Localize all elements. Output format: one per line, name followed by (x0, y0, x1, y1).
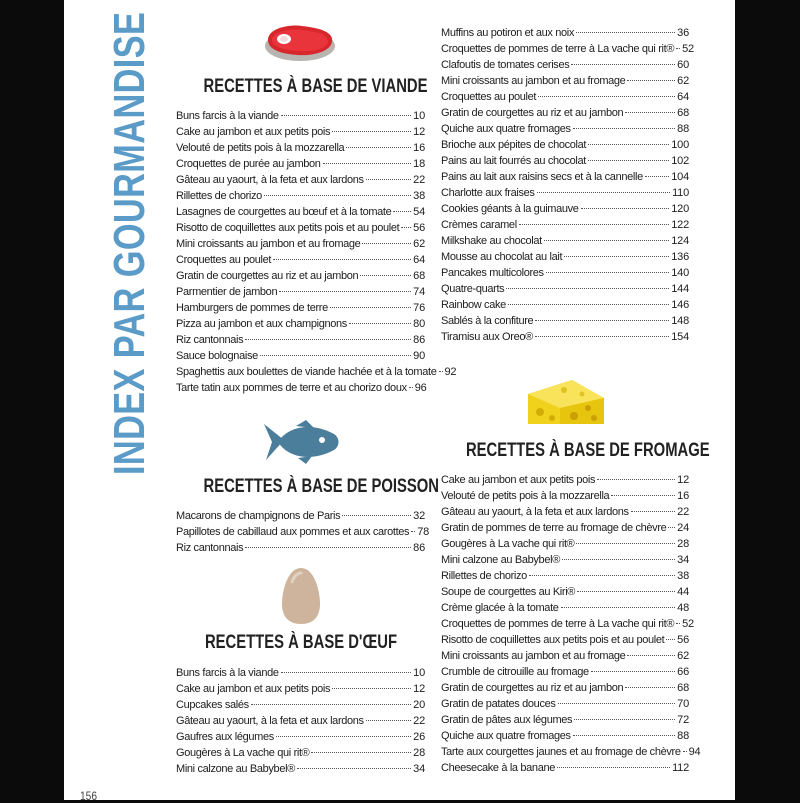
entry-page-number: 136 (671, 251, 689, 263)
index-entry (441, 281, 689, 297)
index-entry (176, 204, 425, 220)
index-entry (441, 648, 689, 664)
index-entry (176, 348, 425, 364)
index-entry (441, 664, 689, 680)
entry-page-number: 12 (413, 683, 425, 695)
entry-name: Lasagnes de courgettes au bœuf et à la tomate (176, 206, 392, 218)
index-entry (441, 297, 689, 313)
entry-name: Croquettes de pommes de terre à La vache qui rit® (441, 43, 675, 55)
entry-page-number: 148 (671, 315, 689, 327)
index-entry (441, 488, 689, 504)
entry-page-number: 28 (413, 747, 425, 759)
index-entry (441, 584, 689, 600)
entry-page-number: 64 (677, 91, 689, 103)
leader-dots (362, 243, 411, 244)
leader-dots (535, 336, 669, 337)
entry-name: Crème glacée à la tomate (441, 602, 559, 614)
leader-dots (577, 591, 675, 592)
entry-page-number: 38 (677, 570, 689, 582)
entry-name: Tiramisu aux Oreo® (441, 331, 533, 343)
leader-dots (342, 515, 411, 516)
leader-dots (611, 495, 675, 496)
entry-page-number: 86 (413, 542, 425, 554)
leader-dots (260, 355, 411, 356)
entry-page-number: 78 (417, 526, 430, 538)
entry-page-number: 48 (677, 602, 689, 614)
index-entry (176, 508, 425, 524)
leader-dots (537, 192, 671, 193)
leader-dots (591, 671, 675, 672)
entry-name: Velouté de petits pois à la mozzarella (176, 142, 345, 154)
list-oeuf (176, 665, 425, 777)
index-entry (441, 536, 689, 552)
index-entry (441, 744, 701, 760)
index-entry (176, 761, 425, 777)
entry-name: Croquettes de pommes de terre à La vache qui rit® (441, 618, 675, 630)
entry-page-number: 24 (677, 522, 689, 534)
list-poisson (176, 508, 430, 556)
entry-page-number: 86 (413, 334, 425, 346)
entry-page-number: 20 (413, 699, 425, 711)
entry-page-number: 54 (413, 206, 425, 218)
index-entry (441, 520, 689, 536)
index-entry (176, 332, 425, 348)
leader-dots (330, 307, 411, 308)
index-entry (441, 105, 689, 121)
entry-name: Cheesecake à la banane (441, 762, 556, 774)
entry-page-number: 120 (671, 203, 689, 215)
leader-dots (264, 195, 411, 196)
entry-name: Gratin de patates douces (441, 698, 556, 710)
index-entry (176, 284, 425, 300)
index-entry (176, 316, 425, 332)
entry-name: Cookies géants à la guimauve (441, 203, 579, 215)
index-entry (441, 329, 689, 345)
index-entry (176, 540, 425, 556)
entry-name: Cake au jambon et aux petits pois (441, 474, 596, 486)
leader-dots (588, 160, 669, 161)
index-entry (441, 696, 689, 712)
entry-page-number: 68 (677, 107, 689, 119)
section-title-oeuf: RECETTES À BASE D'ŒUF (204, 632, 398, 653)
leader-dots (645, 176, 669, 177)
entry-page-number: 52 (682, 618, 694, 630)
egg-icon (280, 566, 322, 626)
leader-dots (332, 131, 411, 132)
entry-name: Papillotes de cabillaud aux pommes et aux carottes (176, 526, 410, 538)
entry-name: Gâteau au yaourt, à la feta et aux lardons (441, 506, 629, 518)
cheese-icon (524, 376, 606, 428)
entry-page-number: 68 (413, 270, 425, 282)
entry-name: Gâteau au yaourt, à la feta et aux lardons (176, 715, 364, 727)
leader-dots (571, 64, 675, 65)
entry-name: Crumble de citrouille au fromage (441, 666, 589, 678)
section-title-poisson: RECETTES À BASE DE POISSON (203, 476, 440, 497)
entry-name: Riz cantonnais (176, 542, 244, 554)
index-entry (441, 313, 689, 329)
index-entry (441, 616, 694, 632)
leader-dots (360, 275, 411, 276)
leader-dots (558, 703, 676, 704)
entry-name: Soupe de courgettes au Kiri® (441, 586, 576, 598)
entry-page-number: 62 (413, 238, 425, 250)
leader-dots (332, 688, 411, 689)
entry-page-number: 16 (413, 142, 425, 154)
leader-dots (297, 768, 411, 769)
leader-dots (574, 719, 675, 720)
index-entry (441, 728, 689, 744)
entry-name: Milkshake au chocolat (441, 235, 542, 247)
entry-name: Mousse au chocolat au lait (441, 251, 563, 263)
leader-dots (349, 323, 411, 324)
entry-name: Gougères à La vache qui rit® (176, 747, 310, 759)
entry-name: Muffins au potiron et aux noix (441, 27, 574, 39)
leader-dots (573, 128, 675, 129)
entry-page-number: 110 (672, 187, 689, 199)
entry-page-number: 94 (688, 746, 701, 758)
leader-dots (676, 48, 680, 49)
index-entry (441, 712, 689, 728)
entry-page-number: 154 (671, 331, 689, 343)
entry-page-number: 140 (671, 267, 689, 279)
entry-name: Mini calzone au Babybel® (441, 554, 560, 566)
entry-name: Risotto de coquillettes aux petits pois et au poulet (441, 634, 665, 646)
entry-page-number: 62 (677, 75, 689, 87)
entry-page-number: 66 (677, 666, 689, 678)
entry-name: Quatre-quarts (441, 283, 505, 295)
leader-dots (538, 96, 675, 97)
entry-page-number: 38 (413, 190, 425, 202)
leader-dots (535, 320, 669, 321)
index-entry (441, 185, 689, 201)
entry-name: Mini croissants au jambon et au fromage (441, 75, 626, 87)
index-entry (441, 41, 694, 57)
entry-page-number: 16 (677, 490, 689, 502)
leader-dots (366, 720, 411, 721)
entry-page-number: 10 (413, 667, 425, 679)
entry-name: Gratin de pommes de terre au fromage de chèvre (441, 522, 667, 534)
leader-dots (508, 304, 669, 305)
leader-dots (281, 672, 412, 673)
entry-name: Brioche aux pépites de chocolat (441, 139, 587, 151)
entry-page-number: 72 (677, 714, 689, 726)
leader-dots (576, 32, 675, 33)
entry-page-number: 88 (677, 123, 689, 135)
index-entry (176, 108, 425, 124)
index-entry (441, 568, 689, 584)
entry-name: Gratin de courgettes au riz et au jambon (176, 270, 359, 282)
leader-dots (557, 767, 670, 768)
index-entry (441, 201, 689, 217)
index-entry (176, 156, 425, 172)
page-number: 156 (80, 789, 98, 803)
index-entry (441, 137, 689, 153)
leader-dots (393, 211, 411, 212)
entry-name: Gratin de courgettes au riz et au jambon (441, 682, 624, 694)
entry-name: Gaufres aux légumes (176, 731, 274, 743)
index-entry (441, 249, 689, 265)
entry-page-number: 124 (671, 235, 689, 247)
leader-dots (625, 687, 675, 688)
leader-dots (409, 387, 413, 388)
entry-name: Mini croissants au jambon et au fromage (176, 238, 361, 250)
entry-name: Pizza au jambon et aux champignons (176, 318, 347, 330)
entry-name: Riz cantonnais (176, 334, 244, 346)
entry-name: Gâteau au yaourt, à la feta et aux lardons (176, 174, 364, 186)
entry-page-number: 144 (671, 283, 689, 295)
entry-name: Tarte tatin aux pommes de terre et au chorizo doux (176, 382, 407, 394)
entry-page-number: 34 (677, 554, 689, 566)
leader-dots (588, 144, 669, 145)
entry-page-number: 100 (671, 139, 689, 151)
leader-dots (439, 371, 443, 372)
entry-name: Velouté de petits pois à la mozzarella (441, 490, 610, 502)
leader-dots (279, 291, 411, 292)
index-entry (441, 153, 689, 169)
entry-page-number: 70 (677, 698, 689, 710)
entry-page-number: 36 (677, 27, 689, 39)
index-entry (176, 140, 425, 156)
entry-name: Rillettes de chorizo (441, 570, 527, 582)
entry-page-number: 22 (413, 174, 425, 186)
leader-dots (245, 339, 411, 340)
vertical-title: INDEX PAR GOURMANDISE (105, 11, 154, 475)
entry-page-number: 104 (671, 171, 689, 183)
index-entry (441, 265, 689, 281)
leader-dots (576, 543, 675, 544)
index-entry (176, 665, 425, 681)
leader-dots (366, 179, 411, 180)
entry-page-number: 90 (413, 350, 425, 362)
entry-name: Cake au jambon et aux petits pois (176, 683, 331, 695)
entry-name: Rainbow cake (441, 299, 506, 311)
list-viande (176, 108, 457, 396)
index-entry (441, 57, 689, 73)
index-entry (441, 504, 689, 520)
entry-page-number: 44 (677, 586, 689, 598)
leader-dots (627, 655, 675, 656)
leader-dots (273, 259, 411, 260)
entry-page-number: 22 (677, 506, 689, 518)
index-entry (176, 172, 425, 188)
index-entry (176, 268, 425, 284)
entry-name: Rillettes de chorizo (176, 190, 262, 202)
leader-dots (627, 80, 675, 81)
entry-page-number: 102 (671, 155, 689, 167)
index-entry (176, 300, 425, 316)
leader-dots (625, 112, 675, 113)
leader-dots (346, 147, 411, 148)
section-title-viande: RECETTES À BASE DE VIANDE (203, 76, 428, 97)
index-entry (441, 121, 689, 137)
leader-dots (245, 547, 411, 548)
index-entry (176, 252, 425, 268)
list-oeuf-suite (441, 25, 694, 345)
entry-page-number: 52 (682, 43, 694, 55)
leader-dots (597, 479, 675, 480)
entry-page-number: 56 (677, 634, 689, 646)
index-entry (441, 169, 689, 185)
index-entry (176, 745, 425, 761)
entry-page-number: 22 (413, 715, 425, 727)
entry-page-number: 26 (413, 731, 425, 743)
entry-name: Croquettes au poulet (441, 91, 537, 103)
entry-name: Buns farcis à la viande (176, 667, 279, 679)
leader-dots (546, 272, 670, 273)
entry-name: Gratin de pâtes aux légumes (441, 714, 573, 726)
index-entry (441, 632, 689, 648)
leader-dots (281, 115, 412, 116)
index-entry (176, 188, 425, 204)
leader-dots (519, 224, 669, 225)
entry-name: Risotto de coquillettes aux petits pois et au poulet (176, 222, 400, 234)
leader-dots (676, 623, 680, 624)
entry-name: Pains au lait fourrés au chocolat (441, 155, 586, 167)
leader-dots (581, 208, 670, 209)
entry-name: Croquettes au poulet (176, 254, 272, 266)
entry-page-number: 18 (413, 158, 425, 170)
index-entry (176, 380, 425, 396)
index-entry (441, 600, 689, 616)
index-entry (176, 681, 425, 697)
leader-dots (251, 704, 411, 705)
entry-page-number: 28 (677, 538, 689, 550)
entry-page-number: 88 (677, 730, 689, 742)
fish-icon (262, 418, 342, 466)
index-entry (441, 25, 689, 41)
index-entry (441, 73, 689, 89)
entry-page-number: 32 (413, 510, 425, 522)
leader-dots (323, 163, 412, 164)
entry-name: Charlotte aux fraises (441, 187, 535, 199)
leader-dots (506, 288, 669, 289)
entry-name: Mini croissants au jambon et au fromage (441, 650, 626, 662)
index-entry (176, 236, 425, 252)
meat-steak-icon (262, 22, 338, 64)
leader-dots (276, 736, 411, 737)
entry-page-number: 146 (671, 299, 689, 311)
entry-name: Quiche aux quatre fromages (441, 123, 571, 135)
entry-name: Cake au jambon et aux petits pois (176, 126, 331, 138)
leader-dots (411, 531, 415, 532)
entry-name: Macarons de champignons de Paris (176, 510, 341, 522)
index-entry (441, 472, 689, 488)
entry-name: Buns farcis à la viande (176, 110, 279, 122)
leader-dots (631, 511, 675, 512)
entry-page-number: 62 (677, 650, 689, 662)
entry-page-number: 80 (413, 318, 425, 330)
index-entry (176, 364, 457, 380)
leader-dots (666, 639, 675, 640)
leader-dots (562, 559, 675, 560)
index-entry (441, 760, 689, 776)
index-entry (441, 217, 689, 233)
index-entry (441, 680, 689, 696)
leader-dots (401, 227, 411, 228)
index-entry (176, 713, 425, 729)
entry-page-number: 96 (414, 382, 427, 394)
leader-dots (529, 575, 675, 576)
index-entry (176, 524, 430, 540)
entry-name: Clafoutis de tomates cerises (441, 59, 570, 71)
entry-name: Sauce bolognaise (176, 350, 258, 362)
leader-dots (668, 527, 675, 528)
entry-name: Pancakes multicolores (441, 267, 544, 279)
entry-name: Tarte aux courgettes jaunes et au fromage de chèvre (441, 746, 681, 758)
index-entry (441, 89, 689, 105)
entry-name: Quiche aux quatre fromages (441, 730, 571, 742)
entry-name: Crèmes caramel (441, 219, 517, 231)
entry-page-number: 92 (444, 366, 457, 378)
entry-name: Spaghettis aux boulettes de viande hachée et à la tomate (176, 366, 437, 378)
entry-page-number: 34 (413, 763, 425, 775)
entry-name: Parmentier de jambon (176, 286, 278, 298)
entry-page-number: 74 (413, 286, 425, 298)
index-entry (176, 697, 425, 713)
entry-page-number: 112 (672, 762, 689, 774)
leader-dots (311, 752, 411, 753)
entry-name: Hamburgers de pommes de terre (176, 302, 328, 314)
entry-name: Croquettes de purée au jambon (176, 158, 321, 170)
entry-name: Pains au lait aux raisins secs et à la cannelle (441, 171, 643, 183)
entry-page-number: 64 (413, 254, 425, 266)
leader-dots (564, 256, 669, 257)
index-entry (441, 233, 689, 249)
leader-dots (561, 607, 676, 608)
list-fromage (441, 472, 701, 776)
index-entry (176, 729, 425, 745)
leader-dots (544, 240, 669, 241)
entry-page-number: 68 (677, 682, 689, 694)
leader-dots (573, 735, 675, 736)
entry-name: Cupcakes salés (176, 699, 249, 711)
entry-name: Gratin de courgettes au riz et au jambon (441, 107, 624, 119)
entry-name: Gougères à La vache qui rit® (441, 538, 575, 550)
index-entry (441, 552, 689, 568)
entry-page-number: 12 (677, 474, 689, 486)
entry-name: Mini calzone au Babybel® (176, 763, 295, 775)
section-title-fromage: RECETTES À BASE DE FROMAGE (465, 440, 710, 461)
entry-page-number: 122 (671, 219, 689, 231)
entry-name: Sablés à la confiture (441, 315, 534, 327)
entry-page-number: 12 (413, 126, 425, 138)
entry-page-number: 10 (413, 110, 425, 122)
leader-dots (683, 751, 687, 752)
entry-page-number: 76 (413, 302, 425, 314)
index-entry (176, 124, 425, 140)
entry-page-number: 60 (677, 59, 689, 71)
index-entry (176, 220, 425, 236)
entry-page-number: 56 (413, 222, 425, 234)
